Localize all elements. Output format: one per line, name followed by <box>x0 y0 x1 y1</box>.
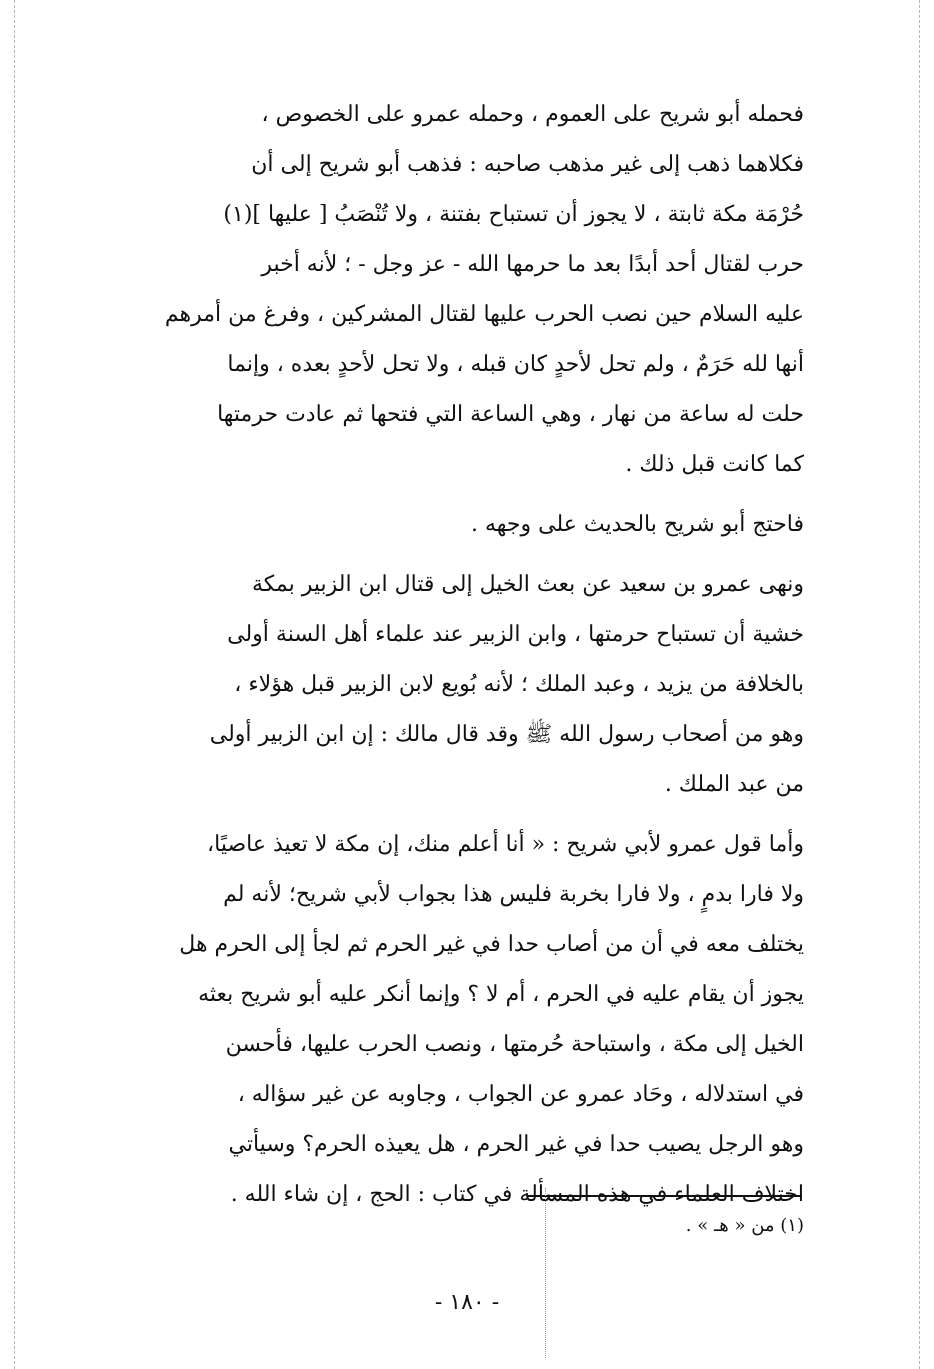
text-line: ولا فارا بدمٍ ، ولا فارا بخربة فليس هذا بجواب لأبي شريح؛ لأنه لم <box>223 882 804 907</box>
text-line: ونهى عمرو بن سعيد عن بعث الخيل إلى قتال ابن الزبير بمكة <box>251 572 804 597</box>
paragraph-1 <box>116 90 804 490</box>
text-line: يختلف معه في أن من أصاب حدا في غير الحرم ثم لجأ إلى الحرم هل <box>179 932 804 957</box>
main-text <box>116 90 804 1220</box>
text-line: وهو من أصحاب رسول الله ﷺ وقد قال مالك : إن ابن الزبير أولى <box>209 722 804 747</box>
text-line: أنها لله حَرَمٌ ، ولم تحل لأحدٍ كان قبله ، ولا تحل لأحدٍ بعده ، وإنما <box>227 352 804 377</box>
paragraph-3 <box>116 560 804 810</box>
text-line: عليه السلام حين نصب الحرب عليها لقتال المشركين ، وفرغ من أمرهم <box>164 302 804 327</box>
text-line: يجوز أن يقام عليه في الحرم ، أم لا ؟ وإنما أنكر عليه أبو شريح بعثه <box>198 982 804 1007</box>
text-line: كما كانت قبل ذلك . <box>625 452 804 477</box>
page-edge-right <box>919 0 920 1369</box>
page-edge-left <box>14 0 15 1369</box>
text-line: حرب لقتال أحد أبدًا بعد ما حرمها الله - عز وجل - ؛ لأنه أخبر <box>261 252 804 277</box>
text-line: وأما قول عمرو لأبي شريح : « أنا أعلم منك، إن مكة لا تعيذ عاصيًا، <box>207 832 804 857</box>
text-line: بالخلافة من يزيد ، وعبد الملك ؛ لأنه بُويع لابن الزبير قبل هؤلاء ، <box>234 672 804 697</box>
text-line: الخيل إلى مكة ، واستباحة حُرمتها ، ونصب الحرب عليها، فأحسن <box>225 1032 804 1057</box>
scan-fold-mark <box>545 1188 546 1358</box>
text-line: من عبد الملك . <box>664 772 804 797</box>
paragraph-2 <box>116 500 804 550</box>
text-line: وهو الرجل يصيب حدا في غير الحرم ، هل يعيذه الحرم؟ وسيأتي <box>228 1132 804 1157</box>
footnote-divider <box>528 1195 802 1197</box>
text-line: حُرْمَة مكة ثابتة ، لا يجوز أن تستباح بفتنة ، ولا تُنْصَبُ [ عليها ](١) <box>223 202 804 227</box>
footnote: (١) من « هـ » . <box>685 1215 804 1236</box>
paragraph-4 <box>116 820 804 1220</box>
text-line: حلت له ساعة من نهار ، وهي الساعة التي فتحها ثم عادت حرمتها <box>217 402 804 427</box>
text-line: اختلاف العلماء في هذه المسألة في كتاب : الحج ، إن شاء الله . <box>230 1182 804 1207</box>
text-line: فكلاهما ذهب إلى غير مذهب صاحبه : فذهب أبو شريح إلى أن <box>251 152 804 177</box>
text-line: فاحتج أبو شريح بالحديث على وجهه . <box>470 512 804 537</box>
page-number: - ١٨٠ - <box>434 1290 500 1315</box>
text-line: خشية أن تستباح حرمتها ، وابن الزبير عند علماء أهل السنة أولى <box>227 622 804 647</box>
text-line: في استدلاله ، وحَاد عمرو عن الجواب ، وجاوبه عن غير سؤاله ، <box>237 1082 804 1107</box>
text-line: فحمله أبو شريح على العموم ، وحمله عمرو على الخصوص ، <box>261 102 804 127</box>
